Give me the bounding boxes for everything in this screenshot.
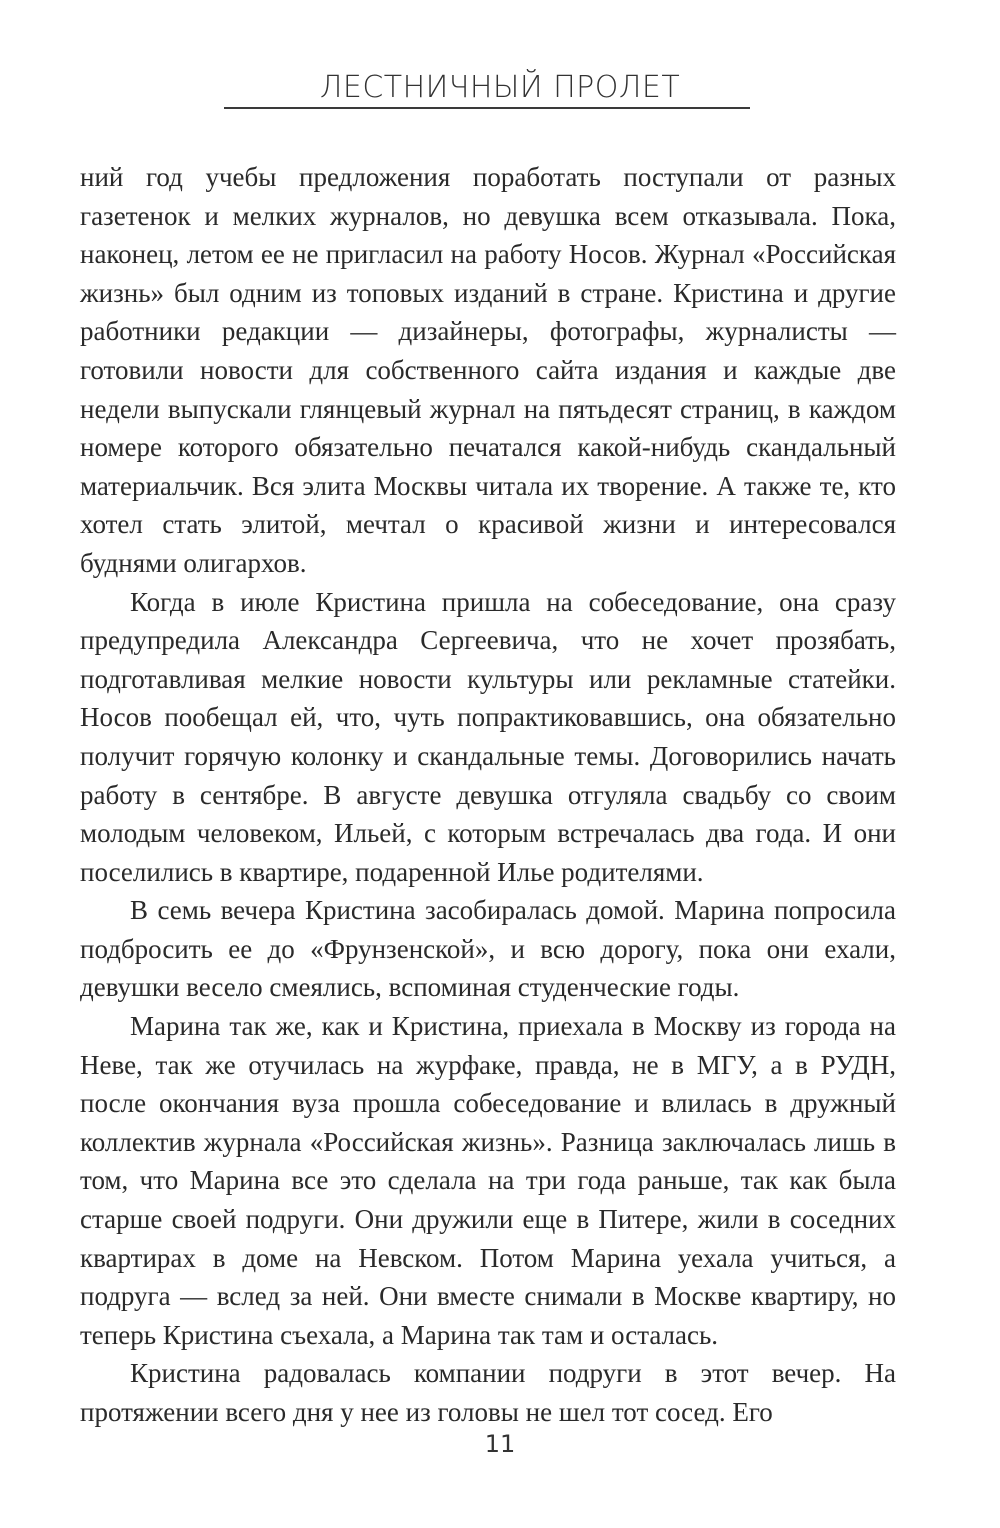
running-head: ЛЕСТНИЧНЫЙ ПРОЛЕТ — [319, 70, 681, 105]
paragraph: Кристина радовалась компании подруги в этот вечер. На протяжении всего дня у нее из головы не шел тот сосед. Его — [80, 1358, 896, 1427]
paragraph: Марина так же, как и Кристина, приехала в Москву из города на Неве, так же отучилась на журфаке, правда, не в МГУ, а в РУДН, после окончания вуза прошла собеседование и влилась в дружный коллектив журнала «Российская жизнь». Разница заключалась лишь в том, что Марина все это сделала на три года раньше, так как была старше своей подруги. Они дружили еще в Питере, жили в соседних квартирах в доме на Невском. Потом Марина уехала учиться, а подруга — вслед за ней. Они вместе снимали в Москве квартиру, но теперь Кристина съехала, а Марина так там и осталась. — [80, 1011, 896, 1350]
page-number: 11 — [484, 1430, 516, 1458]
header-rule — [224, 107, 750, 109]
body-text — [80, 158, 896, 1432]
paragraph: Когда в июле Кристина пришла на собеседование, она сразу предупредила Александра Сергеевича, что не хочет прозябать, подготавливая мелкие новости культуры или рекламные статейки. Носов пообещал ей, что, чуть попрактиковавшись, она обязательно получит горячую колонку и скандальные темы. Договорились начать работу в сентябре. В августе девушка отгуляла свадьбу со своим молодым человеком, Ильей, с которым встречалась два года. И они поселились в квартире, подаренной Илье родителями. — [80, 586, 896, 887]
paragraph: В семь вечера Кристина засобиралась домой. Марина попросила подбросить ее до «Фрунзенской», и всю дорогу, пока они ехали, девушки весело смеялись, вспоминая студенческие годы. — [80, 895, 896, 1003]
paragraph: ний год учебы предложения поработать поступали от разных газетенок и мелких журналов, но девушка всем отказывала. Пока, наконец, летом ее не пригласил на работу Носов. Журнал «Российская жизнь» был одним из топовых изданий в стране. Кристина и другие работники редакции — дизайнеры, фотографы, журналисты — готовили новости для собственного сайта издания и каждые две недели выпускали глянцевый журнал на пятьдесят страниц, в каждом номере которого обязательно печатался какой-нибудь скандальный материальчик. Вся элита Москвы читала их творение. А также те, кто хотел стать элитой, мечтал о красивой жизни и интересовался буднями олигархов. — [80, 162, 896, 578]
